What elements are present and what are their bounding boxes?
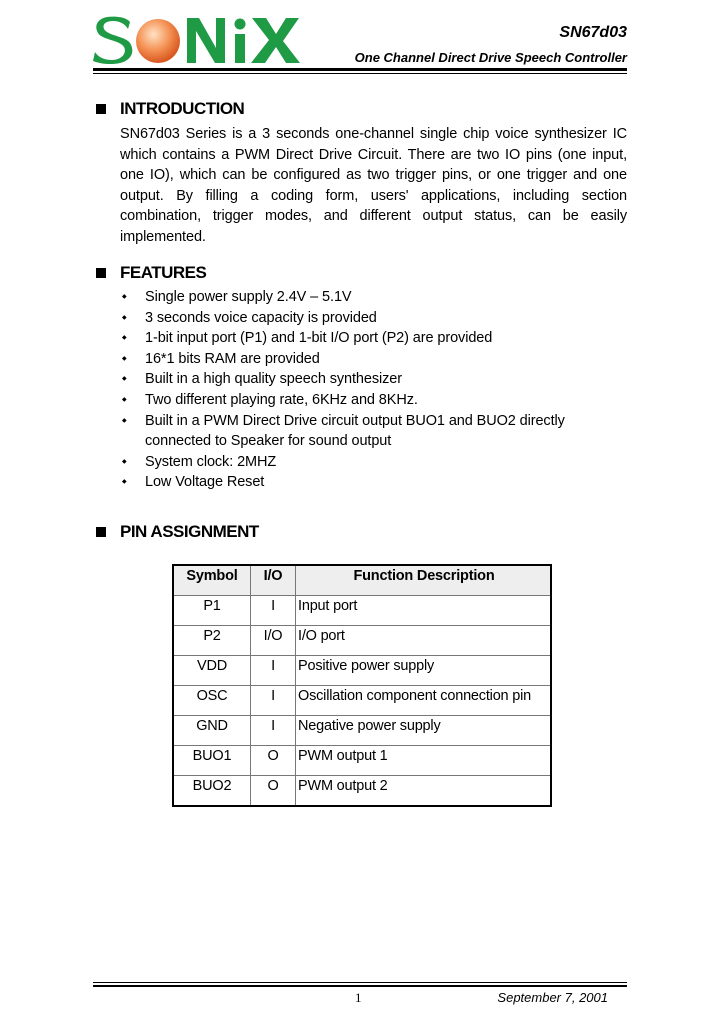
square-bullet-icon bbox=[96, 527, 106, 537]
pin-assignment-table bbox=[172, 564, 552, 807]
feature-item: ◆ Two different playing rate, 6KHz and 8KHz. bbox=[120, 390, 627, 411]
cell-symbol: GND bbox=[173, 716, 251, 746]
table-row bbox=[173, 596, 551, 626]
logo-ball bbox=[136, 19, 180, 63]
footer-rule-thick bbox=[93, 985, 627, 987]
document-date: September 7, 2001 bbox=[497, 990, 608, 1005]
table-row bbox=[173, 776, 551, 807]
table-row bbox=[173, 626, 551, 656]
table-header-row bbox=[173, 565, 551, 596]
cell-io: I bbox=[251, 596, 296, 626]
cell-io: I bbox=[251, 716, 296, 746]
feature-item: ◆ 3 seconds voice capacity is provided bbox=[120, 308, 627, 329]
introduction-title: INTRODUCTION bbox=[120, 99, 245, 118]
table-row bbox=[173, 716, 551, 746]
cell-io: O bbox=[251, 746, 296, 776]
pin-assignment-heading bbox=[96, 522, 259, 542]
column-header-io: I/O bbox=[251, 565, 296, 596]
table-row bbox=[173, 656, 551, 686]
cell-function: PWM output 2 bbox=[296, 776, 552, 807]
cell-symbol: P1 bbox=[173, 596, 251, 626]
header-rule-thin bbox=[93, 73, 627, 74]
logo-letter-i-dot bbox=[235, 19, 246, 30]
features-heading bbox=[96, 263, 206, 283]
cell-symbol: OSC bbox=[173, 686, 251, 716]
column-header-symbol: Symbol bbox=[173, 565, 251, 596]
features-list bbox=[120, 287, 627, 493]
header-rule-thick bbox=[93, 68, 627, 71]
feature-item: ◆ System clock: 2MHZ bbox=[120, 452, 627, 473]
introduction-body: SN67d03 Series is a 3 seconds one-channel single chip voice synthesizer IC which contains a PWM Direct Drive Circuit. There are two IO pins (one input, one IO), which can be configured as two trigger pins, or one trigger and one output. By filling a coding form, users' applications, including section combination, trigger modes, and different output status, can be easily implemented. bbox=[120, 126, 627, 245]
feature-item: ◆ 16*1 bits RAM are provided bbox=[120, 349, 627, 370]
features-title: FEATURES bbox=[120, 263, 207, 282]
square-bullet-icon bbox=[96, 268, 106, 278]
cell-function: Positive power supply bbox=[296, 656, 552, 686]
square-bullet-icon bbox=[96, 104, 106, 114]
cell-symbol: BUO2 bbox=[173, 776, 251, 807]
footer-rule-thin bbox=[93, 982, 627, 983]
logo-letter-s bbox=[93, 17, 132, 64]
cell-io: I bbox=[251, 686, 296, 716]
cell-io: I bbox=[251, 656, 296, 686]
logo-letter-n bbox=[187, 18, 225, 63]
table-row bbox=[173, 746, 551, 776]
cell-symbol: BUO1 bbox=[173, 746, 251, 776]
feature-item: ◆ 1-bit input port (P1) and 1-bit I/O port (P2) are provided bbox=[120, 328, 627, 349]
logo-letter-i-stem bbox=[235, 34, 245, 63]
feature-item: ◆ Low Voltage Reset bbox=[120, 472, 627, 493]
feature-item: ◆ Built in a high quality speech synthesizer bbox=[120, 369, 627, 390]
page-number: 1 bbox=[355, 990, 362, 1005]
cell-function: I/O port bbox=[296, 626, 552, 656]
cell-io: I/O bbox=[251, 626, 296, 656]
feature-item: ◆ Built in a PWM Direct Drive circuit output BUO1 and BUO2 directly connected to Speaker for sound output bbox=[120, 411, 627, 452]
column-header-function: Function Description bbox=[296, 565, 552, 596]
introduction-heading bbox=[96, 99, 244, 119]
cell-function: Oscillation component connection pin bbox=[296, 686, 552, 716]
cell-io: O bbox=[251, 776, 296, 807]
part-number: SN67d03 bbox=[559, 24, 627, 41]
cell-function: Input port bbox=[296, 596, 552, 626]
table-row bbox=[173, 686, 551, 716]
cell-symbol: VDD bbox=[173, 656, 251, 686]
cell-function: PWM output 1 bbox=[296, 746, 552, 776]
sonix-logo bbox=[92, 14, 302, 66]
document-subtitle: One Channel Direct Drive Speech Controller bbox=[354, 50, 627, 65]
cell-function: Negative power supply bbox=[296, 716, 552, 746]
cell-symbol: P2 bbox=[173, 626, 251, 656]
logo-letter-x bbox=[251, 18, 300, 63]
pin-assignment-title: PIN ASSIGNMENT bbox=[120, 522, 259, 541]
feature-item: ◆ Single power supply 2.4V – 5.1V bbox=[120, 287, 627, 308]
